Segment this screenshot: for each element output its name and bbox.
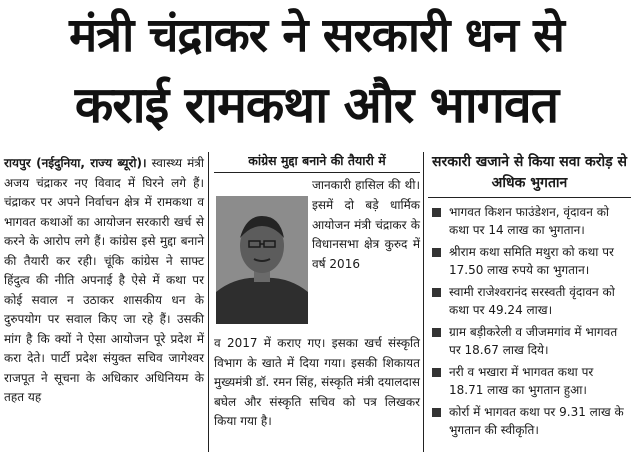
list-item-text: स्वामी राजेश्वरानंद सरस्वती वृंदावन को कथा पर 49.24 लाख। <box>449 285 615 317</box>
square-bullet-icon <box>432 368 441 377</box>
headline-line-2: कराई रामकथा और भागवत <box>74 76 559 134</box>
middle-column-side-text: जानकारी हासिल की थी। इसमें दो बड़े धार्मिक आयोजन मंत्री चंद्राकर के विधानसभा क्षेत्र कुरुद में वर्ष 2016 <box>312 178 420 272</box>
list-item <box>430 283 631 319</box>
list-item <box>430 323 631 359</box>
column-divider-1 <box>208 152 209 452</box>
middle-subhead-rule <box>214 172 420 173</box>
list-item <box>430 203 631 239</box>
square-bullet-icon <box>432 288 441 297</box>
left-column-body: स्वास्थ्य मंत्री अजय चंद्राकर नए विवाद में घिरने लगे हैं। चंद्राकर पर अपने निर्वाचन क्षेत्र में रामकथा व भागवत कथाओं का आयोजन सरकारी खर्च से करने के आरोप लगे हैं। कांग्रेस इसे मुद्दा बनाने की तैयारी कर रही। चूंकि कांग्रेस ने साफ्ट हिंदुत्व की नीति अपनाई है ऐसे में कथा पर कोई सवाल न उठाकर शासकीय धन के दुरुपयोग पर सवाल किए जा रहे हैं। उसकी मांग है कि क्यों ने ऐसा आयोजन पूरे प्रदेश में करा देते। पार्टी प्रदेश संयुक्त सचिव जागेश्वर राजपूत ने सूचना के अधिकार अधिनियम के तहत यह <box>4 156 204 404</box>
politician-portrait-photo <box>216 196 308 324</box>
right-column-heading: सरकारी खजाने से किया सवा करोड़ से अधिक भुगतान <box>432 154 627 191</box>
dateline: रायपुर (नईदुनिया, राज्य ब्यूरो)। <box>4 156 147 170</box>
square-bullet-icon <box>432 208 441 217</box>
middle-column-body: व 2017 में कराए गए। इसका खर्च संस्कृति विभाग के खाते में दिया गया। इसकी शिकायत मुख्यमंत्री डॉ. रमन सिंह, संस्कृति मंत्री दयालदास बघेल और संस्कृति सचिव को पत्र लिखकर किया गया है। <box>214 336 420 428</box>
right-heading-rule <box>428 197 631 198</box>
column-divider-2 <box>423 152 424 452</box>
square-bullet-icon <box>432 328 441 337</box>
list-item-text: श्रीराम कथा समिति मथुरा को कथा पर 17.50 लाख रुपये का भुगतान। <box>449 245 614 277</box>
list-item-text: कोर्रा में भागवत कथा पर 9.31 लाख के भुगतान की स्वीकृति। <box>449 405 624 437</box>
left-column <box>4 154 204 408</box>
list-item-text: नरी व भखारा में भागवत कथा पर 18.71 लाख का भुगतान हुआ। <box>449 365 594 397</box>
square-bullet-icon <box>432 248 441 257</box>
list-item <box>430 403 631 439</box>
middle-subhead: कांग्रेस मुद्दा बनाने की तैयारी में <box>248 153 386 168</box>
headline-line-1: मंत्री चंद्राकर ने सरकारी धन से <box>69 8 564 63</box>
square-bullet-icon <box>432 408 441 417</box>
list-item <box>430 363 631 399</box>
payment-list <box>430 203 631 443</box>
list-item-text: ग्राम बड़ीकरेली व जीजमगांव में भागवत पर 18.67 लाख दिये। <box>449 325 618 357</box>
list-item-text: भागवत किशन फाउंडेशन, वृंदावन को कथा पर 14 लाख का भुगतान। <box>449 205 610 237</box>
list-item <box>430 243 631 279</box>
